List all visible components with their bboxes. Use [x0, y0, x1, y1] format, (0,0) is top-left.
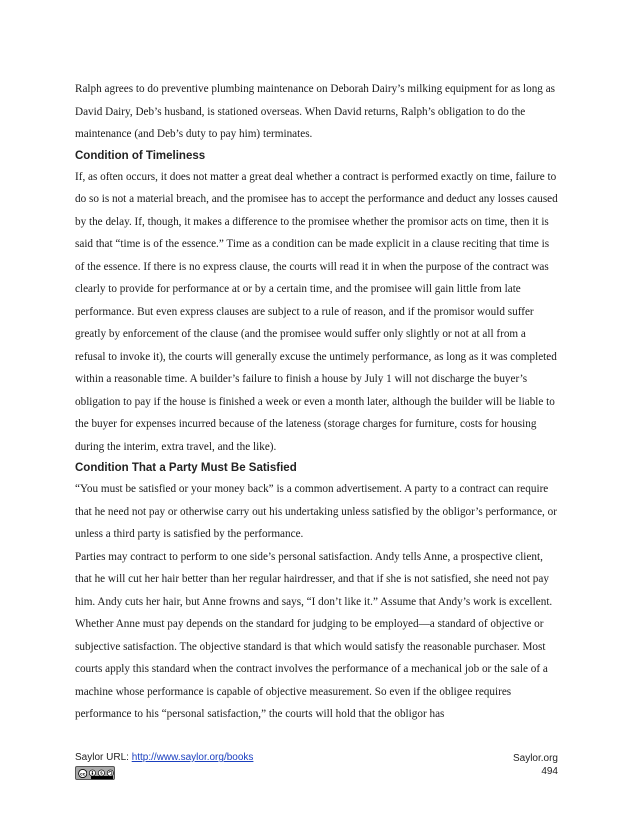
- paragraph-ralph: Ralph agrees to do preventive plumbing maintenance on Deborah Dairy’s milking equipment for as long as David Dairy, Deb’s husband, is stationed overseas. When David returns, Ralph’s obligation to do the maintenance (and Deb’s duty to pay him) terminates.: [75, 83, 556, 140]
- svg-text:$: $: [100, 770, 103, 776]
- footer-site-name: Saylor.org: [512, 753, 558, 764]
- cc-badge-strip: [91, 776, 113, 779]
- paragraph-timeliness: If, as often occurs, it does not matter a great deal whether a contract is performed exactly on time, failure to do so is not a material breach, and the promisee has to accept the performance and deduct any losses caused by the delay. If, though, it makes a difference to the promisee whether the promisor acts on time, then it is said that “time is of the essence.” Time as a condition can be made explicit in a clause reciting that time is of the essence. If there is no express clause, the courts will read it in when the purpose of the contract was clearly to provide for performance at or by a certain time, and the promisee will gain little from late performance. But even express clauses are subject to a rule of reason, and if the promisor would suffer greatly by enforcement of the clause (and the promisee would suffer only slightly or not at all from a refusal to invoke it), the courts will generally excuse the untimely performance, as long as it was completed within a reasonable time. A builder’s failure to finish a house by July 1 will not discharge the buyer’s obligation to pay if the house is finished a week or even a month later, although the builder will be liable to the buyer for expenses incurred because of the lateness (storage charges for furniture, costs for housing during the interim, extra travel, and the like).: [75, 170, 558, 453]
- footer-site-info: [513, 752, 558, 778]
- paragraph-personal-satisfaction: Parties may contract to perform to one side’s personal satisfaction. Andy tells Anne, a prospective client, that he will cut her hair better than her regular hairdresser, and that if she is not satisfied, she need not pay him. Andy cuts her hair, but Anne frowns and says, “I don’t like it.” Assume that Andy’s work is excellent. Whether Anne must pay depends on the standard for judging to be employed—a standard of objective or subjective satisfaction. The objective standard is that which would satisfy the reasonable purchaser. Most courts apply this standard when the contract involves the performance of a mechanical job or the sale of a machine whose performance is capable of objective measurement. So even if the obligee requires performance to his “personal satisfaction,” the courts will hold that the obligor has: [75, 550, 553, 720]
- cc-circle-icon: [78, 768, 87, 779]
- page-number: 494: [541, 766, 558, 777]
- paragraph-satisfied-advertisement: “You must be satisfied or your money back” is a common advertisement. A party to a contract can require that he need not pay or otherwise carry out his undertaking unless satisfied by the obligor’s performance, or unless a third party is satisfied by the performance.: [75, 483, 557, 540]
- cc-by-nc-sa-icon[interactable]: [75, 766, 115, 780]
- footer-source: [75, 752, 253, 763]
- page-body: [75, 78, 558, 726]
- saylor-url-label: Saylor URL:: [75, 752, 132, 763]
- saylor-books-link[interactable]: http://www.saylor.org/books: [131, 752, 254, 763]
- heading-condition-of-timeliness: Condition of Timeliness: [75, 149, 206, 162]
- heading-condition-party-satisfied: Condition That a Party Must Be Satisfied: [75, 462, 297, 474]
- svg-text:cc: cc: [80, 770, 86, 776]
